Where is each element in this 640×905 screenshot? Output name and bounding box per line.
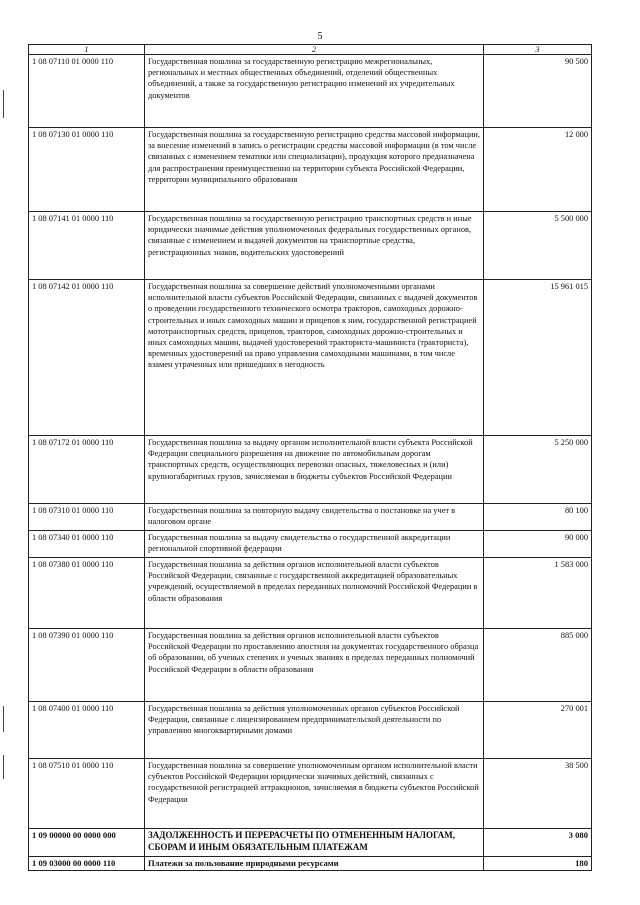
row-description: Государственная пошлина за выдачу органом исполнительной власти субъекта Российской Федерации специального разрешения на движение по автомобильным дорогам транспортных средств, осуществляющих перевозки опасных, тяжеловесных и (или) крупногабаритных грузов, зачисляемая в бюджеты субъектов Российской Федерации — [145, 436, 484, 504]
table-row — [29, 702, 592, 759]
row-code: 1 08 07110 01 0000 110 — [29, 55, 145, 128]
left-edge-mark — [3, 706, 4, 732]
table-row — [29, 212, 592, 280]
row-code: 1 08 07380 01 0000 110 — [29, 558, 145, 629]
left-edge-mark — [3, 90, 4, 118]
table-row — [29, 558, 592, 629]
table-row-section-total — [29, 829, 592, 857]
row-amount: 12 000 — [484, 128, 592, 212]
table-row — [29, 629, 592, 702]
row-amount: 5 250 000 — [484, 436, 592, 504]
page-number: 5 — [317, 31, 323, 42]
row-amount: 90 000 — [484, 531, 592, 558]
row-amount: 180 — [484, 857, 592, 871]
row-description: Государственная пошлина за совершение уполномоченным органом исполнительной власти субъектов Российской Федерации юридически значимых действий, связанных с государственной регистрацией аттракционов, зачисляемая в бюджеты субъектов Российской Федерации — [145, 759, 484, 829]
row-code: 1 08 07390 01 0000 110 — [29, 629, 145, 702]
row-code: 1 09 00000 00 0000 000 — [29, 829, 145, 857]
row-amount: 3 080 — [484, 829, 592, 857]
header-col-1: 1 — [29, 45, 145, 55]
row-code: 1 08 07310 01 0000 110 — [29, 504, 145, 531]
row-code: 1 08 07142 01 0000 110 — [29, 280, 145, 436]
row-code: 1 08 07130 01 0000 110 — [29, 128, 145, 212]
row-code: 1 08 07340 01 0000 110 — [29, 531, 145, 558]
row-description: Государственная пошлина за государственную регистрацию средства массовой информации, за внесение изменений в запись о регистрации средства массовой информации (в том числе связанных с изменением тематики или специализации), продукция которого предназначена для распространения преимущественно на территории субъекта Российской Федерации, территории муниципального образования — [145, 128, 484, 212]
table-row-subtotal — [29, 857, 592, 871]
table-row — [29, 759, 592, 829]
left-edge-mark — [3, 755, 4, 779]
row-amount: 5 500 000 — [484, 212, 592, 280]
row-code: 1 08 07510 01 0000 110 — [29, 759, 145, 829]
header-col-3: 3 — [484, 45, 592, 55]
table-row — [29, 128, 592, 212]
row-description: Платежи за пользование природными ресурсами — [145, 857, 484, 871]
row-description: Государственная пошлина за государственную регистрацию транспортных средств и иные юридически значимые действия уполномоченных федеральных государственных органов, связанные с изменением и выдачей документов на транспортные средства, регистрационных знаков, водительских удостоверений — [145, 212, 484, 280]
row-code: 1 08 07172 01 0000 110 — [29, 436, 145, 504]
header-col-2: 2 — [145, 45, 484, 55]
row-amount: 270 001 — [484, 702, 592, 759]
row-amount: 885 000 — [484, 629, 592, 702]
table-row — [29, 280, 592, 436]
row-amount: 15 961 015 — [484, 280, 592, 436]
row-code: 1 08 07400 01 0000 110 — [29, 702, 145, 759]
revenue-table — [28, 44, 592, 871]
row-amount: 90 500 — [484, 55, 592, 128]
row-description: Государственная пошлина за действия уполномоченных органов субъектов Российской Федерации, связанные с лицензированием предпринимательской деятельности по управлению многоквартирными домами — [145, 702, 484, 759]
row-description: Государственная пошлина за повторную выдачу свидетельства о постановке на учет в налоговом органе — [145, 504, 484, 531]
row-description: ЗАДОЛЖЕННОСТЬ И ПЕРЕРАСЧЕТЫ ПО ОТМЕНЕННЫМ НАЛОГАМ, СБОРАМ И ИНЫМ ОБЯЗАТЕЛЬНЫМ ПЛАТЕЖАМ — [145, 829, 484, 857]
row-description: Государственная пошлина за государственную регистрацию межрегиональных, региональных и местных общественных объединений, отделений общественных объединений, а также за государственную регистрацию изменений их учредительных документов — [145, 55, 484, 128]
table-row — [29, 55, 592, 128]
row-code: 1 09 03000 00 0000 110 — [29, 857, 145, 871]
row-description: Государственная пошлина за действия органов исполнительной власти субъектов Российской Федерации по проставлению апостиля на документах государственного образца об образовании, об ученых степенях и ученых званиях в пределах переданных полномочий Российской Федерации в области образования — [145, 629, 484, 702]
row-description: Государственная пошлина за выдачу свидетельства о государственной аккредитации региональной спортивной федерации — [145, 531, 484, 558]
table-header-row — [29, 45, 592, 55]
row-code: 1 08 07141 01 0000 110 — [29, 212, 145, 280]
table-row — [29, 436, 592, 504]
row-amount: 38 500 — [484, 759, 592, 829]
row-description: Государственная пошлина за действия органов исполнительной власти субъектов Российской Федерации, связанные с государственной аккредитацией образовательных учреждений, осуществляемой в пределах переданных полномочий Российской Федерации в области образования — [145, 558, 484, 629]
row-description: Государственная пошлина за совершение действий уполномоченными органами исполнительной власти субъектов Российской Федерации, связанных с выдачей документов о проведении государственного технического осмотра тракторов, самоходных дорожно-строительных и иных самоходных машин и прицепов к ним, государственной регистрацией мототранспортных средств, прицепов, тракторов, самоходных дорожно-строительных и иных самоходных машин, выдачей удостоверений тракториста-машиниста (тракториста), временных удостоверений на право управления самоходными машинами, в том числе взамен утраченных или пришедших в негодность — [145, 280, 484, 436]
row-amount: 80 100 — [484, 504, 592, 531]
table-row — [29, 531, 592, 558]
row-amount: 1 583 000 — [484, 558, 592, 629]
table-row — [29, 504, 592, 531]
